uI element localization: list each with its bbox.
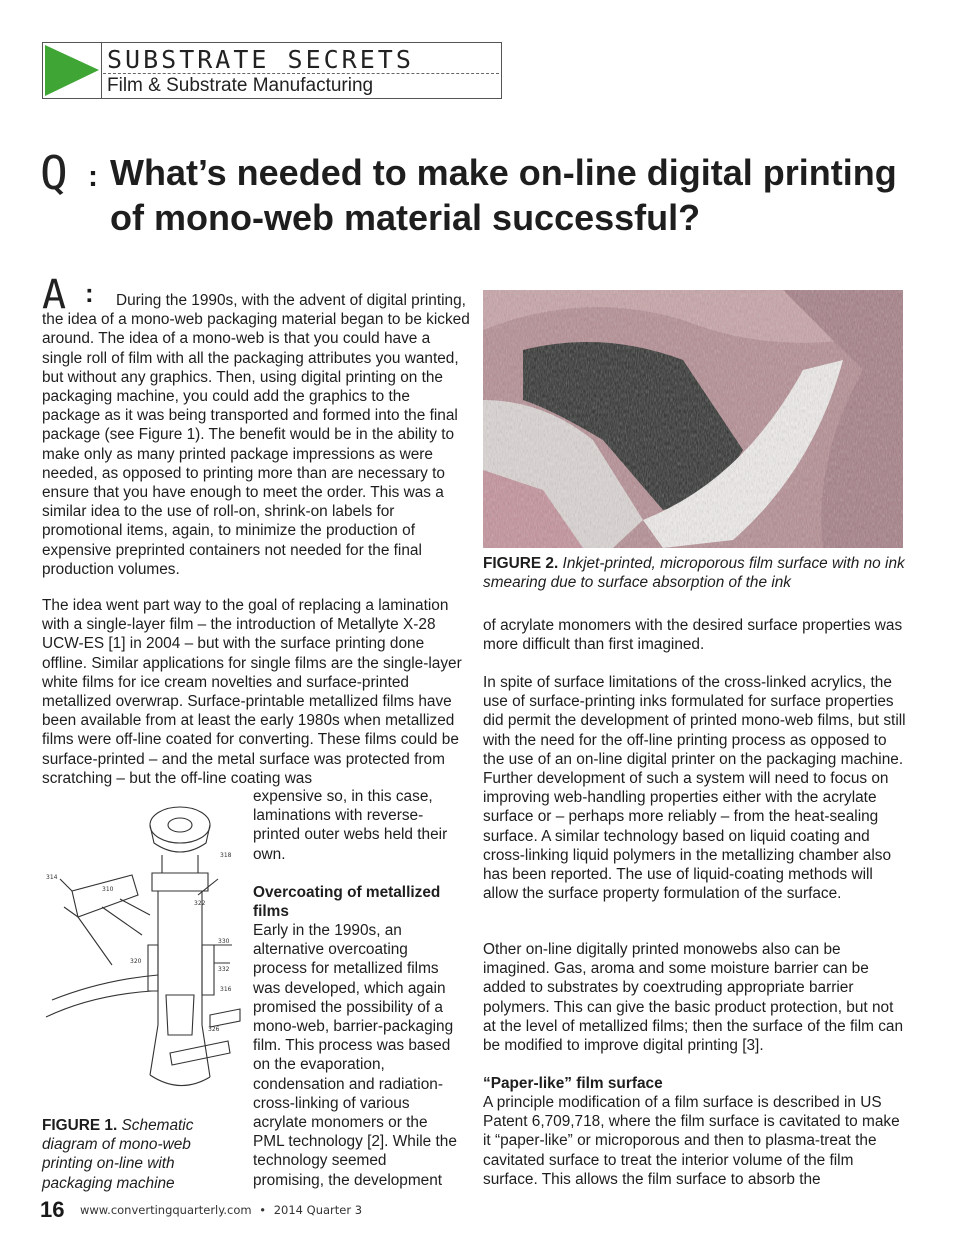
body-paragraph-6: In spite of surface limitations of the cross-linked acrylics, the use of surface-printing inks formulated for surface properties did permit the development of printed mono-web films, but still with the need for the off-line printing process as opposed to the use of an on-line digital printer on the packaging machine. Further development of such a system will need to focus on improving web-handling properties either with the acrylate surface or – perhaps more reliably – from the heat-sealing surface. A similar technology based on liquid coating and cross-linking liquid polymers in the metallizing chamber also has been reported. The use of liquid-coating methods will allow the surface property formulation of the surface. (483, 674, 906, 903)
callout-314: 314 (46, 874, 58, 881)
figure2-caption (483, 554, 913, 592)
body-paragraph-4: Early in the 1990s, an alternative overcoating process for metallized films was developed, which again promised the possibility of a mono-web, barrier-packaging film. This process was based on the evaporation, condensation and radiation-cross-linking of various acrylate monomers or the PML technology [2]. While the technology seemed promising, the development (253, 922, 457, 1189)
callout-318: 318 (220, 852, 232, 859)
body-paragraph-7: Other on-line digitally printed monowebs also can be imagined. Gas, aroma and some moisture barrier can be added to substrates by coextruding appropriate barrier polymers. This can give the basic product protection, but not at the level of metallized films; then the surface of the film can be modified to improve digital printing [3]. (483, 941, 904, 1055)
body-paragraph-8: A principle modification of a film surface is described in US Patent 6,709,718, where the film surface is cavitated to make it “paper-like” or microporous and then to plasma-treat the cavitated surface to treat the interior volume of the film surface. This allows the film surface to absorb the (483, 1094, 900, 1188)
callout-310: 310 (102, 886, 114, 893)
page-number: 16 (40, 1197, 65, 1222)
footer-issue: 2014 Quarter 3 (273, 1203, 363, 1217)
answer-letter: A (42, 272, 67, 318)
subhead-overcoating: Overcoating of metallized films (253, 884, 441, 921)
figure1-schematic (42, 795, 242, 1110)
question-heading: What’s needed to make on-line digital printing of mono-web material successful? (110, 152, 897, 238)
header-title: SUBSTRATE SECRETS (107, 45, 414, 74)
body-paragraph-3: expensive so, in this case, laminations with reverse-printed outer webs held their own. (253, 788, 448, 863)
green-triangle-icon (43, 43, 101, 98)
header-dashed-rule (103, 73, 499, 74)
question-colon: : (88, 160, 98, 193)
question-letter: Q (40, 146, 68, 200)
footer-separator: • (259, 1203, 267, 1217)
figure2-caption-text: Inkjet-printed, microporous film surface with no ink smearing due to surface absorption of the ink (483, 555, 905, 592)
figure1-label: FIGURE 1. (42, 1117, 118, 1134)
callout-320: 320 (130, 958, 142, 965)
footer-line (80, 1203, 362, 1217)
callout-322: 322 (194, 900, 206, 907)
body-paragraph-1: During the 1990s, with the advent of digital printing, the idea of a mono-web packaging material began to be kicked around. The idea of a mono-web is that you could have a single roll of film with all the packaging attributes you wanted, but without any graphics. Then, using digital printing on the packaging machine, you could add the graphics to the package as it was being transported and formed into the final package (see Figure 1). The benefit would be in the ability to make only as many printed package impressions as were needed, as opposed to printing more than are necessary to ensure that you have enough to meet the order. This was a similar idea to the use of roll-on, shrink-on labels for promotional items, again, to minimize the production of expensive preprinted containers not needed for the final production volumes. (42, 292, 470, 578)
section-header (42, 42, 502, 99)
callout-316: 316 (220, 986, 232, 993)
body-paragraph-2: The idea went part way to the goal of replacing a lamination with a single-layer film – the introduction of Metallyte X-28 UCW-ES [1] in 2004 – but with the surface printing done offline. Similar applications for single films are the single-layer white films for ice cream novelties and surface-printed metallized overwrap. Surface-printable metallized films have been available from at least the early 1980s when metallized films were off-line coated for converting. These films could be surface-printed – and the metal surface was protected from scratching – but the off-line coating was (42, 597, 462, 787)
callout-326: 326 (208, 1026, 220, 1033)
figure1-caption (42, 1116, 242, 1193)
callout-330: 330 (218, 938, 230, 945)
figure2-micrograph (483, 290, 903, 548)
answer-colon: : (85, 278, 94, 308)
body-paragraph-5: of acrylate monomers with the desired surface properties was more difficult than first imagined. (483, 617, 903, 654)
footer-site-link[interactable]: www.convertingquarterly.com (80, 1203, 252, 1217)
subhead-paper-like: “Paper-like” film surface (483, 1075, 663, 1092)
figure1-caption-text: Schematic diagram of mono-web printing on-line with packaging machine (42, 1117, 194, 1192)
callout-332: 332 (218, 966, 230, 973)
header-divider (101, 43, 102, 98)
figure2-label: FIGURE 2. (483, 555, 559, 572)
header-subtitle: Film & Substrate Manufacturing (107, 75, 374, 96)
